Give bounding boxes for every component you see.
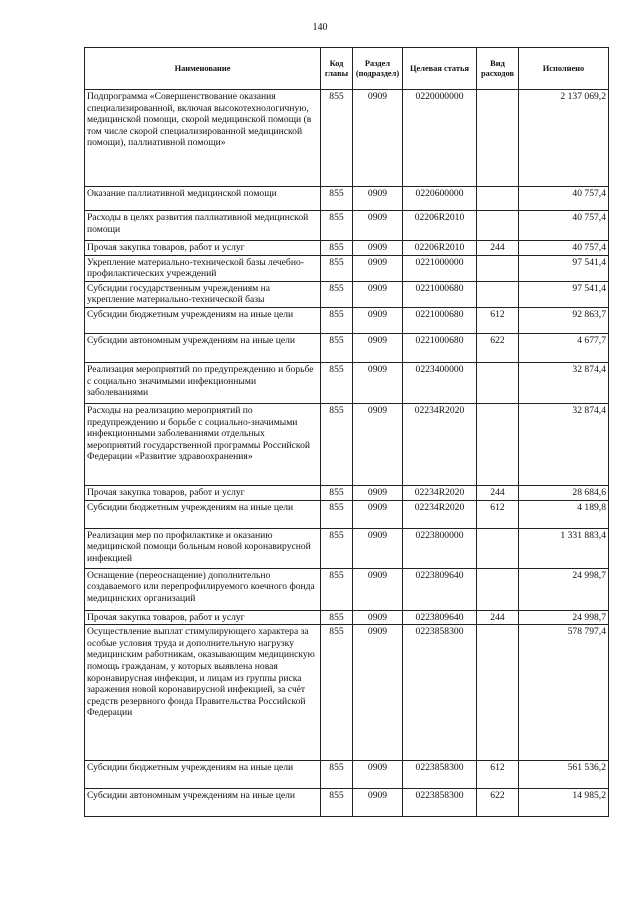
- row-type: 612: [477, 761, 519, 789]
- row-code: 855: [321, 485, 353, 500]
- table-body: [85, 90, 609, 817]
- row-executed: 40 757,4: [519, 241, 609, 256]
- table-row: [85, 255, 609, 281]
- row-target: 0223809640: [403, 568, 477, 610]
- row-executed: 40 757,4: [519, 211, 609, 241]
- row-target: 0221000680: [403, 281, 477, 307]
- row-section: 0909: [353, 281, 403, 307]
- row-code: 855: [321, 187, 353, 211]
- row-executed: 97 541,4: [519, 255, 609, 281]
- table-row: [85, 187, 609, 211]
- row-code: 855: [321, 307, 353, 333]
- table-row: [85, 610, 609, 625]
- header-type: Вид расходов: [477, 48, 519, 90]
- row-executed: 97 541,4: [519, 281, 609, 307]
- row-target: 0223858300: [403, 625, 477, 761]
- row-type: [477, 528, 519, 568]
- row-section: 0909: [353, 568, 403, 610]
- row-type: [477, 187, 519, 211]
- row-target: 0223858300: [403, 761, 477, 789]
- table-row: [85, 307, 609, 333]
- row-section: 0909: [353, 211, 403, 241]
- row-name: Субсидии автономным учреждениям на иные цели: [85, 789, 321, 817]
- row-name: Субсидии бюджетным учреждениям на иные цели: [85, 307, 321, 333]
- row-target: 0223400000: [403, 362, 477, 403]
- row-code: 855: [321, 211, 353, 241]
- row-target: 02206R2010: [403, 241, 477, 256]
- row-name: Прочая закупка товаров, работ и услуг: [85, 241, 321, 256]
- table-row: [85, 485, 609, 500]
- row-name: Субсидии автономным учреждениям на иные цели: [85, 333, 321, 362]
- table-row: [85, 761, 609, 789]
- row-executed: 2 137 069,2: [519, 90, 609, 187]
- row-target: 0221000000: [403, 255, 477, 281]
- table-row: [85, 500, 609, 528]
- table-row: [85, 90, 609, 187]
- table-row: [85, 281, 609, 307]
- row-section: 0909: [353, 485, 403, 500]
- row-code: 855: [321, 403, 353, 485]
- table-row: [85, 333, 609, 362]
- row-section: 0909: [353, 500, 403, 528]
- row-type: [477, 255, 519, 281]
- table-header-row: [85, 48, 609, 90]
- row-target: 0223858300: [403, 789, 477, 817]
- row-name: Субсидии бюджетным учреждениям на иные цели: [85, 761, 321, 789]
- row-type: 244: [477, 610, 519, 625]
- row-code: 855: [321, 281, 353, 307]
- row-section: 0909: [353, 403, 403, 485]
- row-name: Реализация мер по профилактике и оказанию медицинской помощи больным новой коронавирусной инфекцией: [85, 528, 321, 568]
- row-code: 855: [321, 362, 353, 403]
- row-executed: 24 998,7: [519, 568, 609, 610]
- table-row: [85, 568, 609, 610]
- row-section: 0909: [353, 528, 403, 568]
- row-executed: 578 797,4: [519, 625, 609, 761]
- row-type: [477, 625, 519, 761]
- row-code: 855: [321, 333, 353, 362]
- table-row: [85, 403, 609, 485]
- header-executed: Исполнено: [519, 48, 609, 90]
- row-type: [477, 568, 519, 610]
- row-name: Расходы на реализацию мероприятий по предупреждению и борьбе с социально-значимыми инфекционными заболеваниями отдельных мероприятий государственной программы Российской Федерации «Развитие здравоохранения»: [85, 403, 321, 485]
- page-number: 140: [312, 22, 328, 33]
- row-type: [477, 211, 519, 241]
- row-type: 622: [477, 333, 519, 362]
- row-executed: 561 536,2: [519, 761, 609, 789]
- row-target: 0221000680: [403, 333, 477, 362]
- row-name: Осуществление выплат стимулирующего характера за особые условия труда и дополнительную нагрузку медицинским работникам, оказывающим медицинскую помощь гражданам, у которых выявлена новая коронавирусная инфекция, и лицам из группы риска заражения новой коронавирусной инфекцией, за счёт средств резервного фонда Правительства Российской Федерации: [85, 625, 321, 761]
- row-code: 855: [321, 528, 353, 568]
- row-type: 622: [477, 789, 519, 817]
- row-name: Расходы в целях развития паллиативной медицинской помощи: [85, 211, 321, 241]
- row-code: 855: [321, 241, 353, 256]
- table-row: [85, 789, 609, 817]
- table-row: [85, 241, 609, 256]
- row-section: 0909: [353, 362, 403, 403]
- row-target: 0223800000: [403, 528, 477, 568]
- row-executed: 32 874,4: [519, 362, 609, 403]
- row-type: 612: [477, 307, 519, 333]
- row-target: 02234R2020: [403, 500, 477, 528]
- row-section: 0909: [353, 187, 403, 211]
- row-section: 0909: [353, 307, 403, 333]
- row-code: 855: [321, 500, 353, 528]
- row-executed: 1 331 883,4: [519, 528, 609, 568]
- row-type: 612: [477, 500, 519, 528]
- row-target: 02206R2010: [403, 211, 477, 241]
- row-code: 855: [321, 625, 353, 761]
- row-executed: 28 684,6: [519, 485, 609, 500]
- row-type: [477, 403, 519, 485]
- row-code: 855: [321, 610, 353, 625]
- row-name: Оснащение (переоснащение) дополнительно создаваемого или перепрофилируемого коечного фонда медицинских организаций: [85, 568, 321, 610]
- row-name: Оказание паллиативной медицинской помощи: [85, 187, 321, 211]
- row-code: 855: [321, 90, 353, 187]
- row-name: Подпрограмма «Совершенствование оказания специализированной, включая высокотехнологичную, медицинской помощи, скорой медицинской помощи (в том числе скорой специализированной медицинской помощи), паллиативной помощи»: [85, 90, 321, 187]
- row-section: 0909: [353, 789, 403, 817]
- row-type: 244: [477, 485, 519, 500]
- row-executed: 40 757,4: [519, 187, 609, 211]
- row-executed: 14 985,2: [519, 789, 609, 817]
- row-name: Реализация мероприятий по предупреждению и борьбе с социально значимыми инфекционными заболеваниями: [85, 362, 321, 403]
- row-name: Укрепление материально-технической базы лечебно-профилактических учреждений: [85, 255, 321, 281]
- row-section: 0909: [353, 241, 403, 256]
- row-name: Субсидии государственным учреждениям на укрепление материально-технической базы: [85, 281, 321, 307]
- row-name: Субсидии бюджетным учреждениям на иные цели: [85, 500, 321, 528]
- row-target: 0223809640: [403, 610, 477, 625]
- row-code: 855: [321, 255, 353, 281]
- row-executed: 4 677,7: [519, 333, 609, 362]
- row-name: Прочая закупка товаров, работ и услуг: [85, 610, 321, 625]
- row-target: 0220000000: [403, 90, 477, 187]
- row-type: [477, 90, 519, 187]
- row-executed: 4 189,8: [519, 500, 609, 528]
- row-section: 0909: [353, 761, 403, 789]
- row-executed: 32 874,4: [519, 403, 609, 485]
- header-section: Раздел (подраздел): [353, 48, 403, 90]
- row-section: 0909: [353, 90, 403, 187]
- row-target: 0221000680: [403, 307, 477, 333]
- row-code: 855: [321, 761, 353, 789]
- row-section: 0909: [353, 625, 403, 761]
- row-target: 0220600000: [403, 187, 477, 211]
- row-code: 855: [321, 568, 353, 610]
- row-section: 0909: [353, 333, 403, 362]
- table-row: [85, 625, 609, 761]
- header-name: Наименование: [85, 48, 321, 90]
- row-type: [477, 281, 519, 307]
- row-target: 02234R2020: [403, 403, 477, 485]
- budget-table: [84, 47, 609, 817]
- table-row: [85, 528, 609, 568]
- header-target: Целевая статья: [403, 48, 477, 90]
- row-name: Прочая закупка товаров, работ и услуг: [85, 485, 321, 500]
- row-section: 0909: [353, 255, 403, 281]
- table-row: [85, 211, 609, 241]
- row-executed: 92 863,7: [519, 307, 609, 333]
- header-code: Код главы: [321, 48, 353, 90]
- row-type: [477, 362, 519, 403]
- row-target: 02234R2020: [403, 485, 477, 500]
- row-section: 0909: [353, 610, 403, 625]
- row-executed: 24 998,7: [519, 610, 609, 625]
- row-type: 244: [477, 241, 519, 256]
- row-code: 855: [321, 789, 353, 817]
- table-row: [85, 362, 609, 403]
